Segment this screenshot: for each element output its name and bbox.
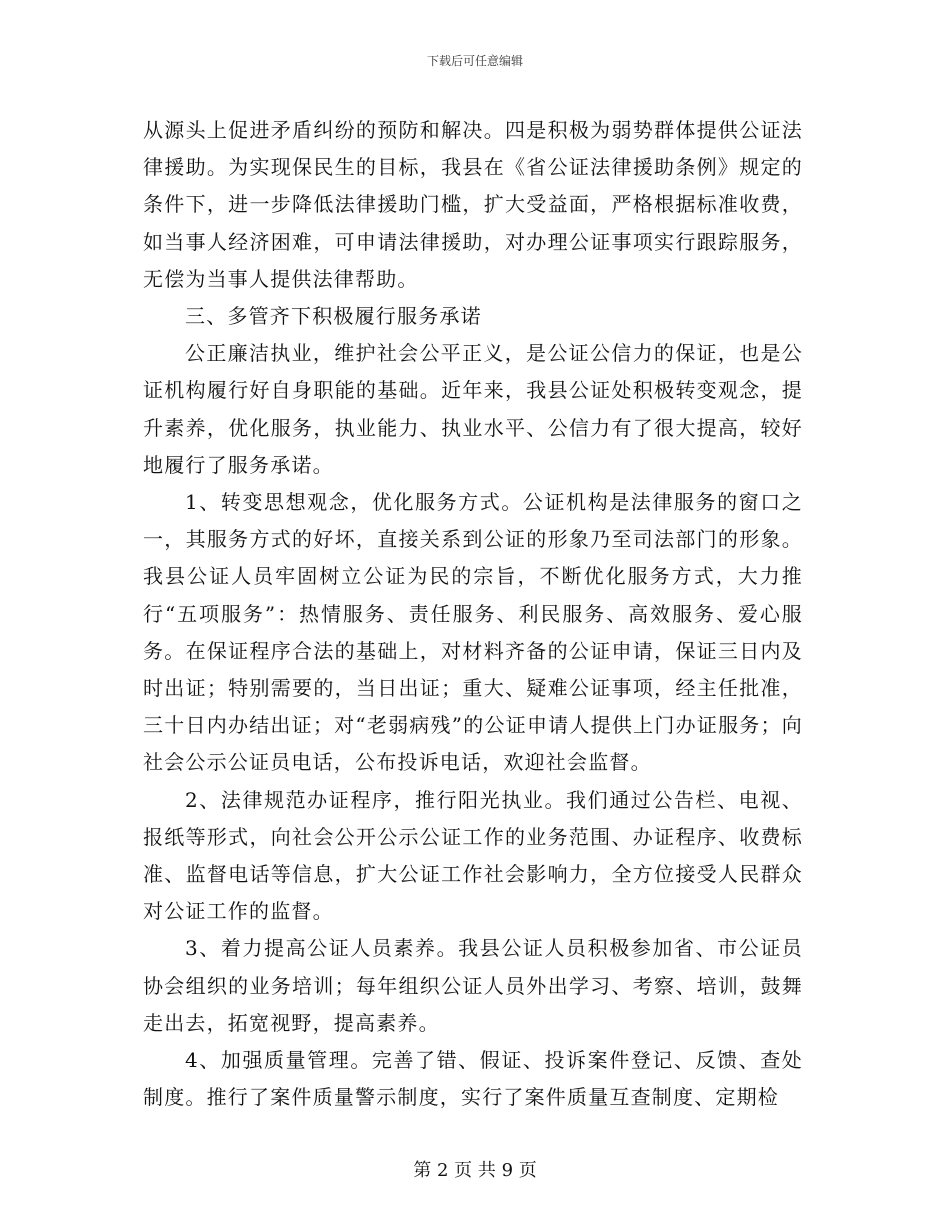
paragraph-5: 2、法律规范办证程序，推行阳光执业。我们通过公告栏、电视、报纸等形式，向社会公开公示公证工作的业务范围、办证程序、收费标准、监督电话等信息，扩大公证工作社会影响力，全方位接受人民群众对公证工作的监督。 [143, 787, 803, 924]
paragraph-4: 1、转变思想观念，优化服务方式。公证机构是法律服务的窗口之一，其服务方式的好坏，直接关系到公证的形象乃至司法部门的形象。我县公证人员牢固树立公证为民的宗旨，不断优化服务方式，大力推行“五项服务”：热情服务、责任服务、利民服务、高效服务、爱心服务。在保证程序合法的基础上，对材料齐备的公证申请，保证三日内及时出证；特别需要的，当日出证；重大、疑难公证事项，经主任批准，三十日内办结出证；对“老弱病残”的公证申请人提供上门办证服务；向社会公示公证员电话，公布投诉电话，欢迎社会监督。 [143, 490, 803, 775]
paragraph-3: 公正廉洁执业，维护社会公平正义，是公证公信力的保证，也是公证机构履行好自身职能的基础。近年来，我县公证处积极转变观念，提升素养，优化服务，执业能力、执业水平、公信力有了很大提高，较好地履行了服务承诺。 [143, 341, 803, 477]
page-number: 第 2 页 共 9 页 [413, 1160, 537, 1181]
paragraph-7: 4、加强质量管理。完善了错、假证、投诉案件登记、反馈、查处制度。推行了案件质量警示制度，实行了案件质量互查制度、定期检 [143, 1048, 803, 1110]
paragraph-6: 3、着力提高公证人员素养。我县公证人员积极参加省、市公证员协会组织的业务培训；每年组织公证人员外出学习、考察、培训，鼓舞走出去，拓宽视野，提高素养。 [143, 936, 803, 1035]
page-header: 下载后可任意编辑 [426, 54, 523, 68]
section-heading: 三、多管齐下积极履行服务承诺 [185, 304, 482, 329]
document-body [143, 112, 803, 1116]
paragraph-1: 从源头上促进矛盾纠纷的预防和解决。四是积极为弱势群体提供公证法律援助。为实现保民生的目标，我县在《省公证法律援助条例》规定的条件下，进一步降低法律援助门槛，扩大受益面，严格根据标准收费，如当事人经济困难，可申请法律援助，对办理公证事项实行跟踪服务，无偿为当事人提供法律帮助。 [143, 118, 803, 291]
